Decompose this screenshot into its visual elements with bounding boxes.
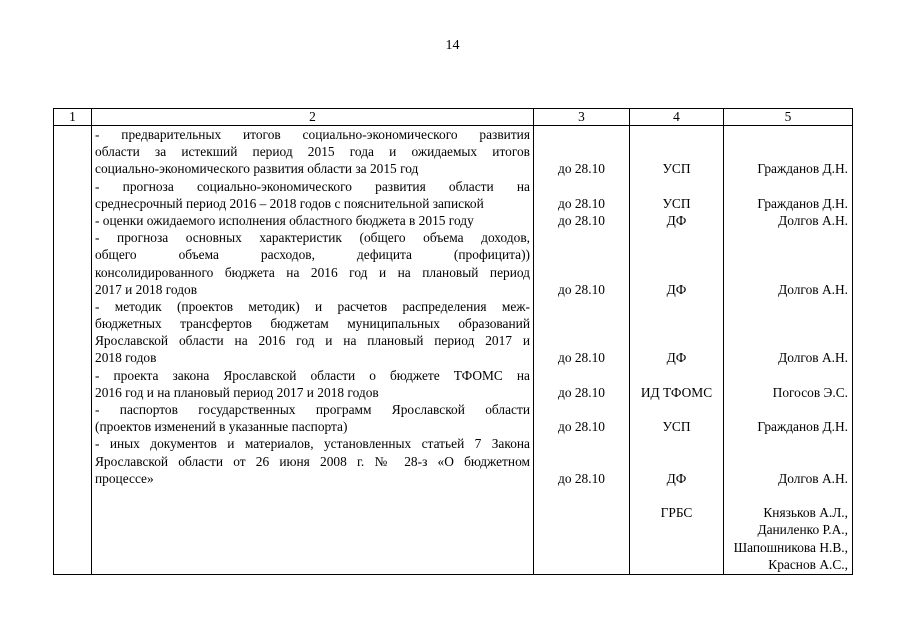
responsible-person-text: Долгов А.Н. — [778, 350, 848, 366]
document-item-line: области за истекший период 2015 года и ожидаемых итогов — [95, 144, 530, 160]
table-row — [54, 126, 853, 575]
document-item-line: среднесрочный период 2016 – 2018 годов с пояснительной запиской — [95, 195, 484, 211]
responsible-unit-cell — [630, 126, 724, 575]
deadline-text: до 28.10 — [558, 419, 605, 435]
responsible-person-text: Шапошникова Н.В., — [733, 539, 848, 555]
document-item-line: общего объема расходов, дефицита (профицита)) — [95, 247, 530, 263]
document-item-line: Ярославской области на 2016 год и на плановый период 2017 и — [95, 333, 530, 349]
document-item-line: - паспортов государственных программ Ярославской области — [95, 402, 530, 417]
document-item-line: Ярославской области от 26 июня 2008 г. № 28-з «О бюджетном — [95, 453, 530, 469]
document-item-line: консолидированного бюджета на 2016 год и на плановый период — [95, 264, 530, 280]
document-item-line: (проектов изменений в указанные паспорта) — [95, 419, 348, 435]
document-item-line: - оценки ожидаемого исполнения областного бюджета в 2015 году — [95, 212, 474, 228]
responsible-unit-text: УСП — [662, 419, 691, 435]
document-item-line: - прогноза социально-экономического развития области на — [95, 178, 530, 194]
document-item-line: - предварительных итогов социально-экономического развития — [95, 127, 530, 142]
column-header-5: 5 — [724, 109, 853, 126]
table-header-row — [54, 109, 853, 126]
responsible-unit-text: ИД ТФОМС — [640, 384, 713, 400]
responsible-person-text: Гражданов Д.Н. — [757, 195, 848, 211]
document-item-line: 2018 годов — [95, 350, 157, 366]
page-number: 14 — [445, 38, 460, 53]
deadline-text: до 28.10 — [558, 281, 605, 297]
responsible-person-text: Даниленко Р.А., — [757, 522, 848, 538]
documents-cell — [92, 126, 534, 575]
column-header-4: 4 — [630, 109, 724, 126]
responsible-person-text: Гражданов Д.Н. — [757, 419, 848, 435]
document-item-line: бюджетных трансфертов бюджетам муниципальных образований — [95, 316, 530, 332]
responsible-unit-text: ДФ — [666, 281, 687, 297]
responsible-person-text: Долгов А.Н. — [778, 212, 848, 228]
deadline-cell — [534, 126, 630, 575]
responsible-person-text: Князьков А.Л., — [763, 505, 848, 521]
row-number-cell — [54, 126, 92, 575]
deadline-text: до 28.10 — [558, 470, 605, 486]
deadline-text: до 28.10 — [558, 212, 605, 228]
deadline-text: до 28.10 — [558, 384, 605, 400]
responsible-person-text: Долгов А.Н. — [778, 470, 848, 486]
responsible-unit-text: УСП — [662, 195, 691, 211]
document-item-line: 2016 год и на плановый период 2017 и 2018 годов — [95, 384, 379, 400]
deadline-text: до 28.10 — [558, 195, 605, 211]
schedule-table — [53, 108, 853, 575]
column-header-3: 3 — [534, 109, 630, 126]
document-item-line: - проекта закона Ярославской области о бюджете ТФОМС на — [95, 367, 530, 383]
responsible-person-text: Погосов Э.С. — [772, 384, 848, 400]
column-header-1: 1 — [54, 109, 92, 126]
deadline-text: до 28.10 — [558, 161, 605, 177]
responsible-unit-text: ДФ — [666, 470, 687, 486]
responsible-person-text: Долгов А.Н. — [778, 281, 848, 297]
document-item-line: социально-экономического развития области за 2015 год — [95, 161, 419, 177]
document-item-line: - методик (проектов методик) и расчетов распределения меж- — [95, 298, 530, 314]
responsible-unit-text: УСП — [662, 161, 691, 177]
column-header-2: 2 — [92, 109, 534, 126]
responsible-person-text: Краснов А.С., — [768, 556, 848, 572]
responsible-person-text: Гражданов Д.Н. — [757, 161, 848, 177]
document-item-line: процессе» — [95, 470, 154, 486]
responsible-person-cell — [724, 126, 853, 575]
document-item-line: - прогноза основных характеристик (общего объема доходов, — [95, 230, 530, 246]
document-item-line: - иных документов и материалов, установленных статьей 7 Закона — [95, 436, 530, 452]
responsible-unit-text: ДФ — [666, 212, 687, 228]
deadline-text: до 28.10 — [558, 350, 605, 366]
document-item-line: 2017 и 2018 годов — [95, 281, 198, 297]
responsible-unit-text: ГРБС — [660, 505, 693, 521]
responsible-unit-text: ДФ — [666, 350, 687, 366]
